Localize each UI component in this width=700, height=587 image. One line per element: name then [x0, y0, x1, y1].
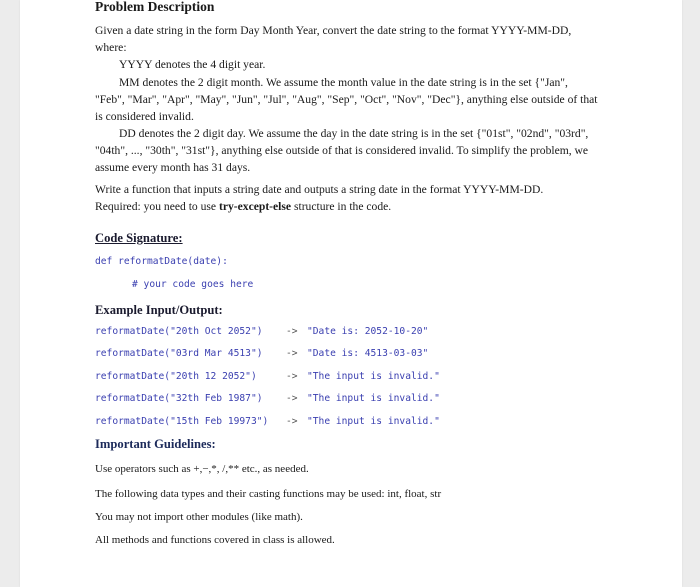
- intro-paragraph: Given a date string in the form Day Month Year, convert the date string to the format YYYY-MM-DD, where:: [95, 24, 572, 54]
- example-call: reformatDate("32th Feb 1987"): [95, 393, 263, 404]
- mm-definition: MM denotes the 2 digit month. We assume the month value in the date string is in the set {"Jan", "Feb", "Mar", "Apr", "May", "Jun", "Jul", "Aug", "Sep", "Oct", "Nov", "Dec"}, anything else outside of that is considered invalid.: [95, 76, 598, 123]
- requirement-prefix: Required: you need to use: [95, 200, 219, 213]
- dd-definition: DD denotes the 2 digit day. We assume the day in the date string is in the set {"01st", "02nd", "03rd", "04th", ..., "30th", "31st"}, anything else outside of that is considered invalid. To simplify the problem, we assume every month has 31 days.: [95, 127, 589, 174]
- example-call: reformatDate("20th Oct 2052"): [95, 326, 263, 337]
- requirement-suffix: structure in the code.: [291, 200, 392, 213]
- examples-heading: Example Input/Output:: [95, 303, 223, 317]
- guideline-item: Use operators such as +,−,*, /,** etc., as needed.: [95, 463, 309, 475]
- page-title: Problem Description: [95, 0, 215, 14]
- example-output: "The input is invalid.": [307, 416, 440, 427]
- document-page: [20, 0, 682, 587]
- example-arrow: ->: [286, 371, 298, 382]
- example-output: "The input is invalid.": [307, 393, 440, 404]
- example-arrow: ->: [286, 348, 298, 359]
- yyyy-definition: YYYY denotes the 4 digit year.: [119, 58, 266, 71]
- code-comment-line: # your code goes here: [132, 279, 254, 290]
- task-paragraph: Write a function that inputs a string date and outputs a string date in the format YYYY-MM-DD.: [95, 183, 544, 196]
- example-output: "Date is: 4513-03-03": [307, 348, 429, 359]
- example-output: "Date is: 2052-10-20": [307, 326, 429, 337]
- example-output: "The input is invalid.": [307, 371, 440, 382]
- example-call: reformatDate("20th 12 2052"): [95, 371, 257, 382]
- guideline-item: You may not import other modules (like math).: [95, 511, 303, 523]
- requirement-keyword: try-except-else: [218, 200, 292, 213]
- guidelines-heading: Important Guidelines:: [95, 437, 216, 451]
- example-call: reformatDate("15th Feb 19973"): [95, 416, 269, 427]
- example-arrow: ->: [286, 416, 298, 427]
- code-signature-heading: Code Signature:: [95, 231, 183, 245]
- example-arrow: ->: [286, 393, 298, 404]
- code-def-line: def reformatDate(date):: [95, 256, 228, 267]
- guideline-item: All methods and functions covered in class is allowed.: [95, 534, 335, 546]
- requirement-line: [95, 198, 600, 215]
- example-arrow: ->: [286, 326, 298, 337]
- example-call: reformatDate("03rd Mar 4513"): [95, 348, 263, 359]
- guideline-item: The following data types and their casting functions may be used: int, float, str: [95, 488, 442, 500]
